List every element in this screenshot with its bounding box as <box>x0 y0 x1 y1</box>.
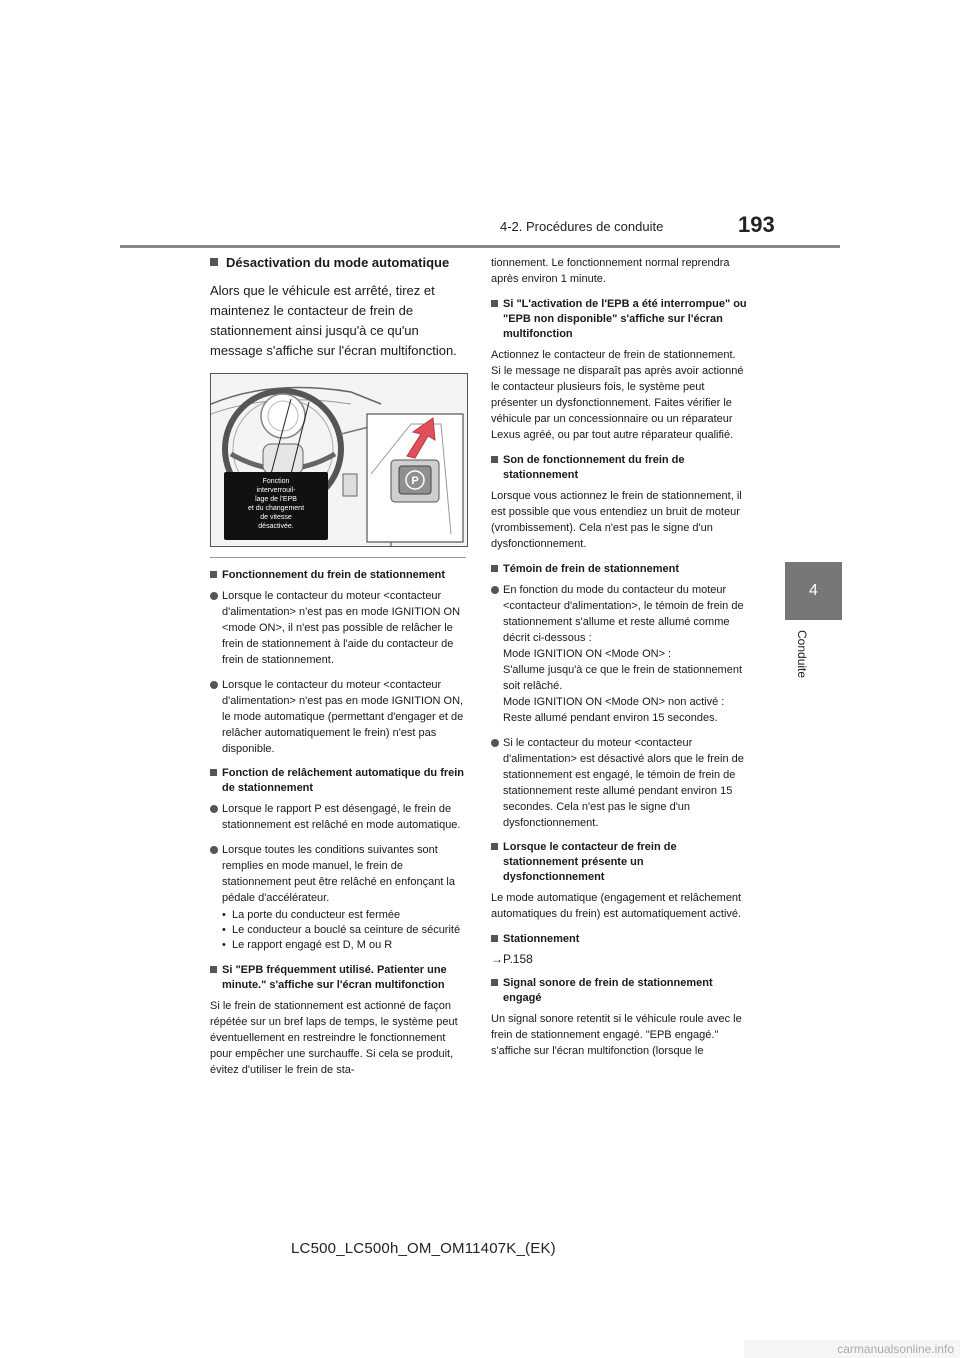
heading-epb-frequent: Si "EPB fréquemment utilisé. Patienter une minute." s'affiche sur l'écran multifonction <box>210 963 466 993</box>
square-bullet-icon <box>491 979 498 986</box>
list-item: Si le contacteur du moteur <contacteur d'alimentation> est désactivé alors que le frein de stationnement est engagé, le témoin de frein de stationnement reste allumé pendant environ 15 secondes. Cela n'est pas le signe d'un dysfonctionnement. <box>491 735 748 831</box>
section-title: 4-2. Procédures de conduite <box>500 219 664 234</box>
section-divider <box>210 557 466 558</box>
chapter-label-text: Conduite <box>795 630 809 679</box>
footer-model-code: LC500_LC500h_OM_OM11407K_(EK) <box>291 1240 556 1257</box>
round-bullet-icon <box>210 681 218 689</box>
paragraph-operation-sound: Lorsque vous actionnez le frein de stationnement, il est possible que vous entendiez un bruit de moteur (vrombissement). Cela n'est pas le signe d'un dysfonctionnement. <box>491 490 742 550</box>
watermark: carmanualsonline.info <box>744 1340 960 1358</box>
square-bullet-icon <box>210 258 218 266</box>
round-bullet-icon <box>210 805 218 813</box>
heading-epb-interrupted: Si "L'activation de l'EPB a été interrompue" ou "EPB non disponible" s'affiche sur l'écran multifonction <box>491 297 748 342</box>
list-item: Lorsque le contacteur du moteur <contacteur d'alimentation> n'est pas en mode IGNITION ON <mode ON>, il n'est pas possible de relâcher le frein de stationnement à l'aide du contacteur de frein de stationnement. <box>210 588 466 668</box>
callout-line: Fonction <box>262 478 290 485</box>
sub-list-item: • Le conducteur a bouclé sa ceinture de sécurité <box>222 924 461 936</box>
page-reference-link[interactable]: →P.158 <box>491 952 533 966</box>
round-bullet-icon <box>491 586 499 594</box>
paragraph-epb-interrupted: Actionnez le contacteur de frein de stationnement. Si le message ne disparaît pas après avoir actionné le contacteur plusieurs fois, le système peut présenter un dysfonctionnement. Faites vérifier le véhicule par un concessionnaire ou un réparateur Lexus agréé, ou par tout autre réparateur qualifié. <box>491 349 744 441</box>
round-bullet-icon <box>491 739 499 747</box>
heading-parking-brake-operation: Fonctionnement du frein de stationnement <box>210 568 466 583</box>
round-bullet-icon <box>210 846 218 854</box>
heading-indicator: Témoin de frein de stationnement <box>491 562 748 577</box>
heading-parking: Stationnement <box>491 932 748 947</box>
list-item: Lorsque le contacteur du moteur <contacteur d'alimentation> n'est pas en mode IGNITION ON, le mode automatique (permettant d'engager et de relâcher automatiquement le frein) n'est pas disponible. <box>210 677 466 757</box>
chapter-tab: 4 <box>785 562 842 620</box>
list-item: En fonction du mode du contacteur du moteur <contacteur d'alimentation>, le témoin de frein de stationnement s'allume et reste allumé comme décrit ci-dessous : Mode IGNITION ON <Mode ON> : S'allume jusqu'à ce que le frein de stationnement soit relâché. Mode IGNITION ON <Mode ON> non activé : Reste allumé pendant environ 15 secondes. <box>491 582 748 726</box>
callout-line: interverrouil- <box>256 487 296 494</box>
sub-list-item: • La porte du conducteur est fermée <box>222 909 401 921</box>
heading-auto-release: Fonction de relâchement automatique du frein de stationnement <box>210 766 466 796</box>
square-bullet-icon <box>210 966 217 973</box>
square-bullet-icon <box>210 571 217 578</box>
square-bullet-icon <box>491 300 498 307</box>
square-bullet-icon <box>210 769 217 776</box>
heading-buzzer: Signal sonore de frein de stationnement engagé <box>491 976 748 1006</box>
list-item: Lorsque le rapport P est désengagé, le frein de stationnement est relâché en mode automatique. <box>210 801 466 833</box>
intro-paragraph: Alors que le véhicule est arrêté, tirez et maintenez le contacteur de frein de stationnement ainsi jusqu'à ce qu'un message s'affiche sur l'écran multifonction. <box>210 283 457 358</box>
callout-line: de vitesse <box>260 514 292 521</box>
p-symbol: P <box>411 475 419 487</box>
paragraph-buzzer: Un signal sonore retentit si le véhicule roule avec le frein de stationnement engagé. "EPB engagé." s'affiche sur l'écran multifonction (lorsque le <box>491 1013 742 1057</box>
heading-switch-malfunction: Lorsque le contacteur de frein de stationnement présente un dysfonctionnement <box>491 840 748 885</box>
heading-auto-mode-off: Désactivation du mode automatique <box>210 255 466 271</box>
callout-line: et du changement <box>247 505 305 512</box>
header-divider <box>120 245 840 248</box>
paragraph-switch-malfunction: Le mode automatique (engagement et relâchement automatiques du frein) est automatiquement activé. <box>491 892 742 920</box>
round-bullet-icon <box>210 592 218 600</box>
paragraph-epb-frequent: Si le frein de stationnement est actionné de façon répétée sur un bref laps de temps, le système peut éventuellement en restreindre le fonctionnement pour empêcher une surchauffe. Si cela se produit, évitez d'utiliser le frein de sta- <box>210 1000 458 1076</box>
heading-operation-sound: Son de fonctionnement du frein de stationnement <box>491 453 748 483</box>
square-bullet-icon <box>491 456 498 463</box>
page-number: 193 <box>738 212 775 237</box>
parking-brake-figure <box>210 373 468 547</box>
chapter-label <box>793 630 813 710</box>
paragraph-continued: tionnement. Le fonctionnement normal reprendra après environ 1 minute. <box>491 257 730 285</box>
square-bullet-icon <box>491 935 498 942</box>
left-column <box>210 255 466 1088</box>
square-bullet-icon <box>491 565 498 572</box>
list-item: Lorsque toutes les conditions suivantes sont remplies en mode manuel, le frein de stationnement peut être relâché en enfonçant la pédale d'accélérateur. <box>210 842 466 906</box>
square-bullet-icon <box>491 843 498 850</box>
callout-line: lage de l'EPB <box>255 496 297 503</box>
right-column <box>491 255 748 1069</box>
callout-box <box>224 472 328 540</box>
sub-list-item: • Le rapport engagé est D, M ou R <box>222 939 393 951</box>
callout-line: désactivée. <box>258 523 294 530</box>
